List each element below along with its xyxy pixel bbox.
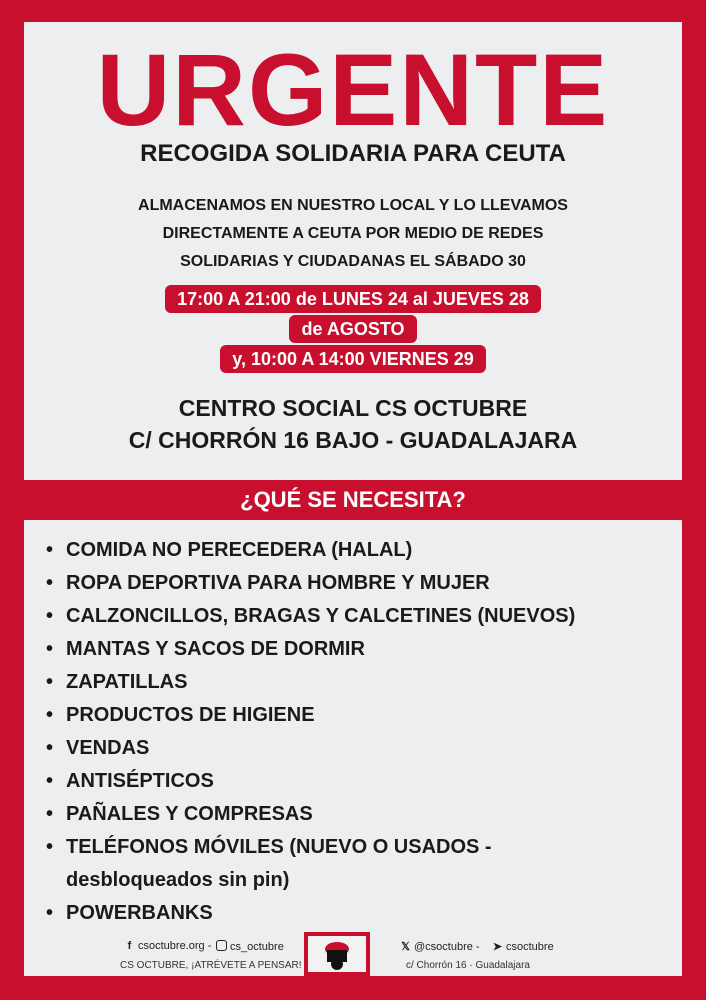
- hours-line: 17:00 A 21:00 de LUNES 24 al JUEVES 28: [165, 285, 541, 313]
- footer-address: c/ Chorrón 16 · Guadalajara: [406, 960, 530, 971]
- telegram-link[interactable]: ➤ csoctubre: [492, 941, 554, 953]
- list-item: • CALZONCILLOS, BRAGAS Y CALCETINES (NUEVOS): [44, 600, 684, 633]
- footer: [24, 932, 682, 976]
- list-item: • VENDAS: [44, 732, 684, 765]
- instagram-link[interactable]: cs_octubre: [216, 940, 284, 953]
- list-item: • MANTAS Y SACOS DE DORMIR: [44, 633, 684, 666]
- telegram-icon: ➤: [492, 941, 503, 953]
- list-item-continuation: desbloqueados sin pin): [66, 869, 290, 891]
- location-address: C/ CHORRÓN 16 BAJO - GUADALAJARA: [128, 427, 578, 453]
- logo-emblem: [304, 932, 370, 976]
- bullet: •: [46, 836, 54, 858]
- poster: [24, 22, 682, 976]
- intro-line: SOLIDARIAS Y CIUDADANAS EL SÁBADO 30: [180, 253, 526, 270]
- location-name: CENTRO SOCIAL CS OCTUBRE: [178, 395, 528, 421]
- bullet: •: [46, 671, 54, 693]
- needs-heading: ¿QUÉ SE NECESITA?: [24, 480, 682, 520]
- x-link[interactable]: 𝕏 @csoctubre -: [401, 941, 480, 953]
- bullet: •: [46, 638, 54, 660]
- intro-line: DIRECTAMENTE A CEUTA POR MEDIO DE REDES: [162, 225, 544, 242]
- list-item: • PAÑALES Y COMPRESAS: [44, 798, 684, 831]
- needs-list: [44, 534, 684, 930]
- bullet: •: [46, 704, 54, 726]
- bullet: •: [46, 902, 54, 924]
- intro-text: [64, 192, 642, 276]
- list-item: • ROPA DEPORTIVA PARA HOMBRE Y MUJER: [44, 567, 684, 600]
- facebook-link[interactable]: f csoctubre.org -: [124, 940, 211, 952]
- hours-line: y, 10:00 A 14:00 VIERNES 29: [220, 345, 485, 373]
- list-item: • ZAPATILLAS: [44, 666, 684, 699]
- instagram-icon: [216, 940, 227, 951]
- bullet: •: [46, 803, 54, 825]
- list-item: • ANTISÉPTICOS: [44, 765, 684, 798]
- location: [24, 392, 682, 456]
- poster-title: URGENTE: [96, 33, 610, 147]
- list-item: • TELÉFONOS MÓVILES (NUEVO O USADOS - desbloqueados sin pin): [44, 831, 684, 897]
- bullet: •: [46, 737, 54, 759]
- hours-line: de AGOSTO: [289, 315, 416, 343]
- bullet: •: [46, 539, 54, 561]
- bullet: •: [46, 770, 54, 792]
- opening-hours: [24, 284, 682, 374]
- bullet: •: [46, 605, 54, 627]
- list-item: • POWERBANKS: [44, 897, 684, 930]
- poster-subtitle: RECOGIDA SOLIDARIA PARA CEUTA: [140, 140, 566, 167]
- list-item: • PRODUCTOS DE HIGIENE: [44, 699, 684, 732]
- footer-slogan: CS OCTUBRE, ¡ATRÉVETE A PENSAR!: [120, 960, 302, 971]
- list-item: • COMIDA NO PERECEDERA (HALAL): [44, 534, 684, 567]
- facebook-icon: f: [127, 940, 132, 952]
- bullet: •: [46, 572, 54, 594]
- intro-line: ALMACENAMOS EN NUESTRO LOCAL Y LO LLEVAMOS: [138, 197, 568, 214]
- x-icon: 𝕏: [401, 941, 410, 953]
